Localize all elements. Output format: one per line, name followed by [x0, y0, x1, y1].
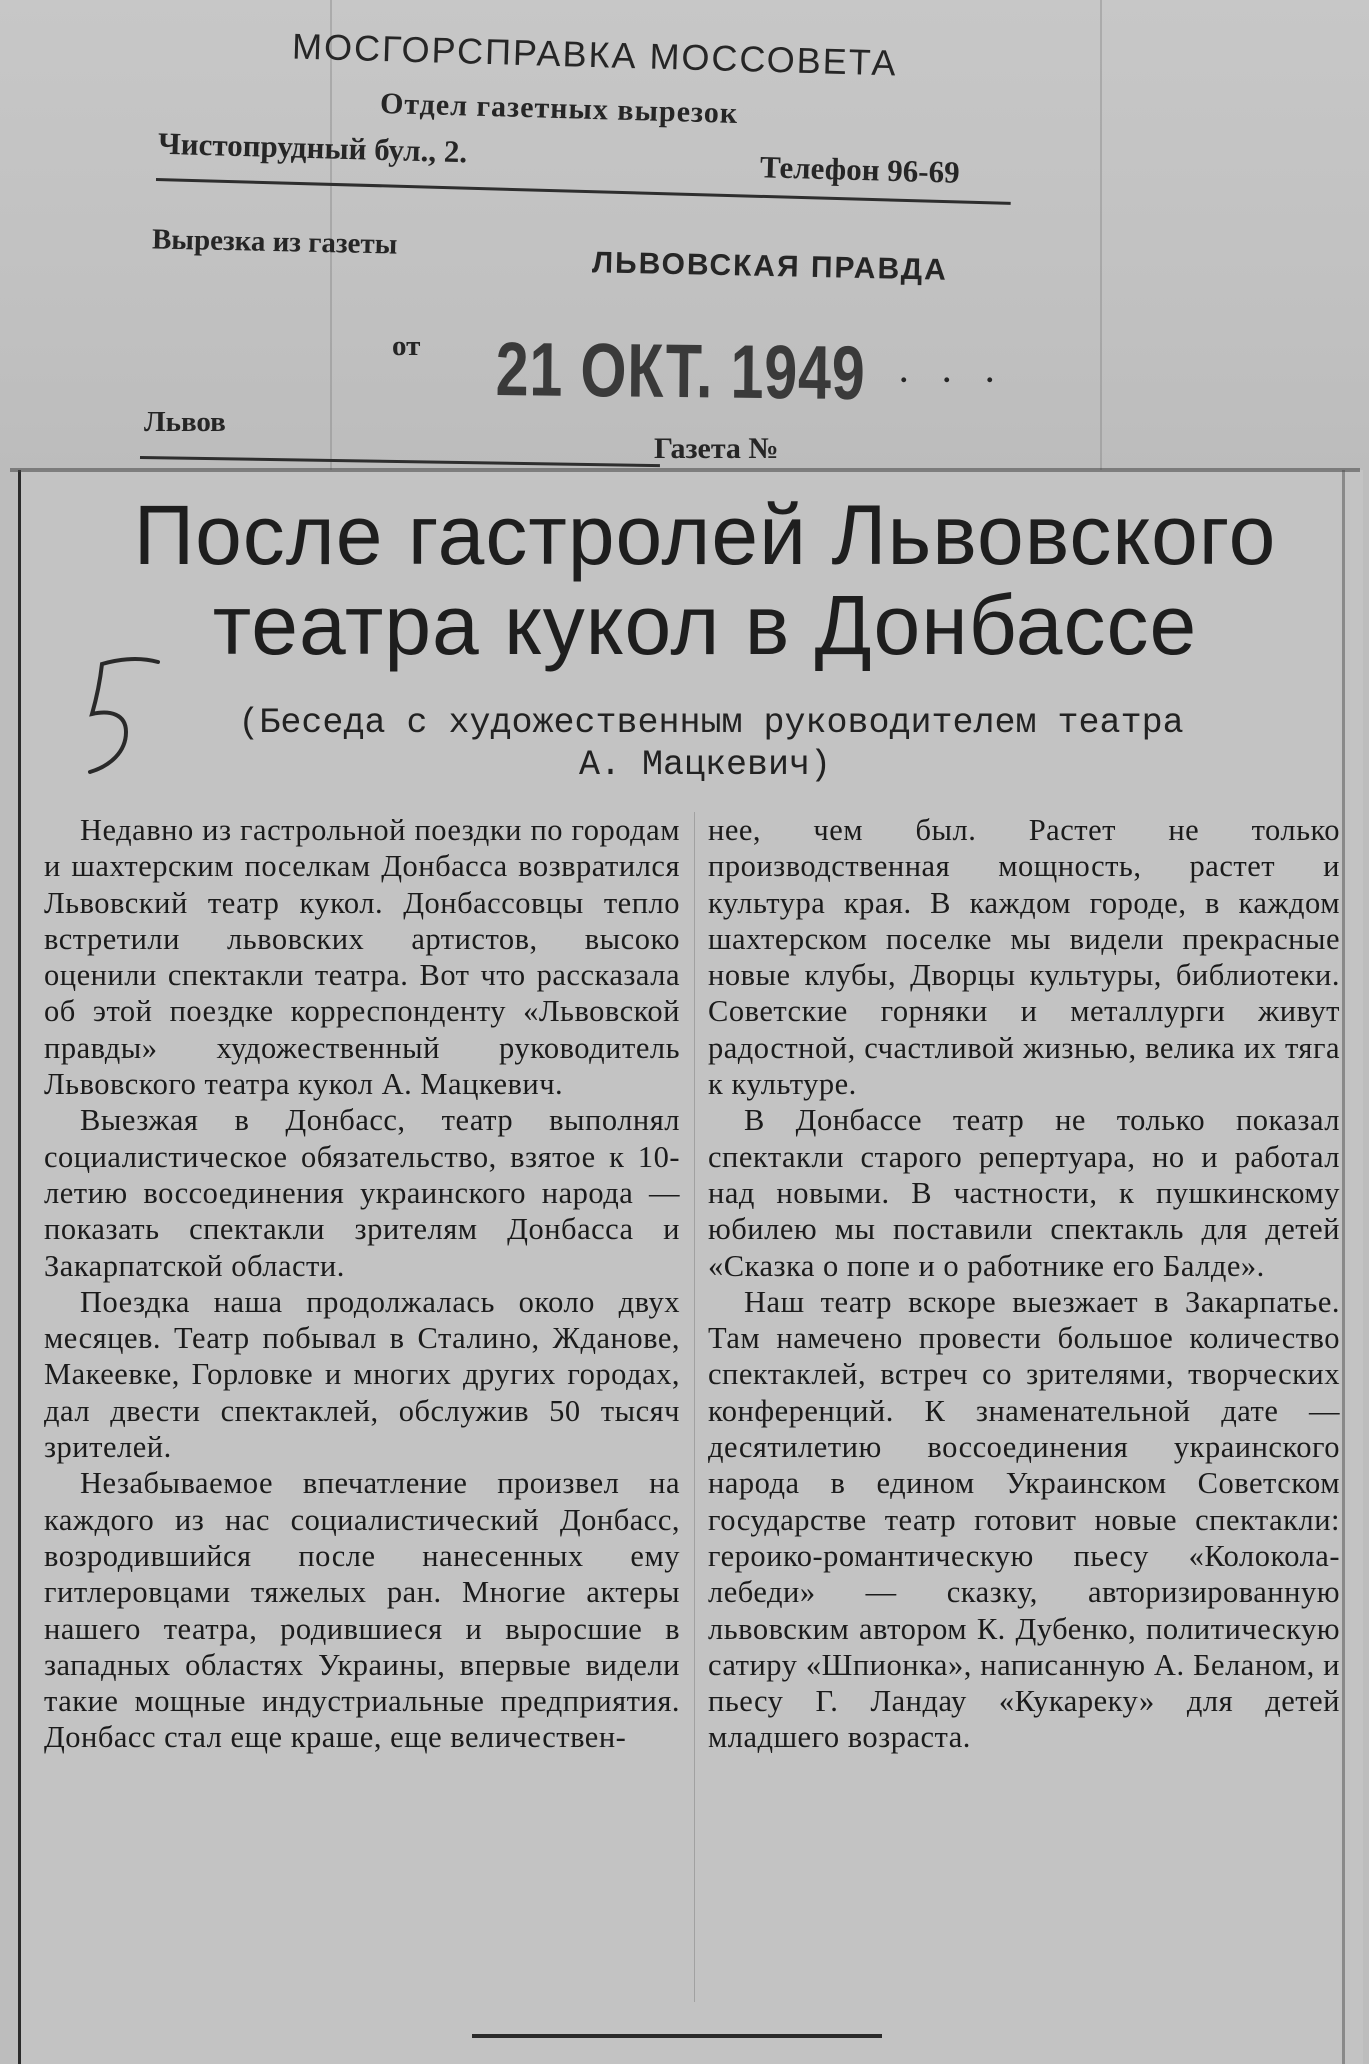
paragraph: Наш театр вскоре выезжает в Закарпатье. Там намечено провести большое количество спектаклей, встреч со зрителями, творческих конференций. К знаменательной дате — десятилетию воссоединения украинского народа в едином Украинском Советском государстве театр готовит новые спектакли: героико-романтическую пьесу «Колокола-лебеди» — сказку, авторизированную львовским автором К. Дубенко, политическую сатиру «Шпионка», написанную А. Беланом, и пьесу Г. Ландау «Кукареку» для детей младшего возраста.: [708, 1284, 1340, 1755]
article-headline-line-2: театра кукол в Донбассе: [212, 578, 1198, 672]
article-column-left: [44, 812, 680, 1756]
clipping-source-label: Вырезка из газеты: [151, 223, 398, 261]
article-subtitle-line-2: А. Мацкевич): [578, 745, 832, 785]
issue-number-label: Газета №: [654, 432, 779, 465]
dotted-fill: . . .: [900, 356, 1008, 389]
city-label: Львов: [144, 406, 226, 438]
paragraph: Выезжая в Донбасс, театр выполнял социалистическое обязательство, взятое к 10-летию воссоединения украинского народа — показать спектакли зрителям Донбасса и Закарпатской области.: [44, 1103, 680, 1283]
paragraph: нее, чем был. Растет не только производственная мощность, растет и культура края. В каждом городе, в каждом шахтерском поселке мы видели прекрасные новые клубы, Дворцы культуры, библиотеки. Советские горняки и металлурги живут радостной, счастливой жизнью, велика их тяга к культуре.: [708, 813, 1340, 1102]
paragraph: Незабываемое впечатление произвел на каждого из нас социалистический Донбасс, возродившийся после нанесенных ему гитлеровцами тяжелых ран. Многие актеры нашего театра, родившиеся и выросшие в западных областях Украины, впервые видели такие мощные индустриальные предприятия. Донбасс стал еще краше, еще величествен-: [44, 1466, 680, 1755]
clipping-edge: [10, 468, 1360, 472]
column-divider: [694, 812, 695, 2002]
article-headline-line-1: После гастролей Львовского: [133, 488, 1277, 582]
clipping-edge: [1342, 470, 1345, 2064]
paper-fold-line: [1100, 0, 1102, 470]
agency-phone: Телефон 96-69: [759, 149, 961, 190]
date-prefix-label: от: [392, 330, 421, 362]
agency-title: МОСГОРСПРАВКА МОССОВЕТА: [291, 25, 899, 84]
article-end-rule: [472, 2034, 882, 2038]
paragraph: В Донбассе театр не только показал спектакли старого репертуара, но и работал над новыми. В частности, к пушкинскому юбилею мы поставили спектакль для детей «Сказка о попе и о работнике его Балде».: [708, 1103, 1340, 1283]
newspaper-name: ЛЬВОВСКАЯ ПРАВДА: [591, 246, 949, 287]
article-column-right: [708, 812, 1340, 1756]
article-subtitle-line-1: (Беседа с художественным руководителем театра: [238, 703, 1184, 743]
agency-address: Чистопрудный бул., 2.: [157, 125, 468, 170]
department-label: Отдел газетных вырезок: [379, 87, 739, 130]
paragraph: Поездка наша продолжалась около двух месяцев. Театр побывал в Сталино, Жданове, Макеевке, Горловке и многих других городах, дал двести спектаклей, обслужив 50 тысяч зрителей.: [44, 1284, 680, 1465]
date-stamp: 21 ОКТ. 1949: [495, 326, 866, 417]
paragraph: Недавно из гастрольной поездки по городам и шахтерским поселкам Донбасса возвратился Львовский театр кукол. Донбассовцы тепло встретили львовских артистов, высоко оценили спектакли театра. Вот что рассказала об этой поездке корреспонденту «Львовской правды» художественный руководитель Львовского театра кукол А. Мацкевич.: [44, 813, 680, 1102]
